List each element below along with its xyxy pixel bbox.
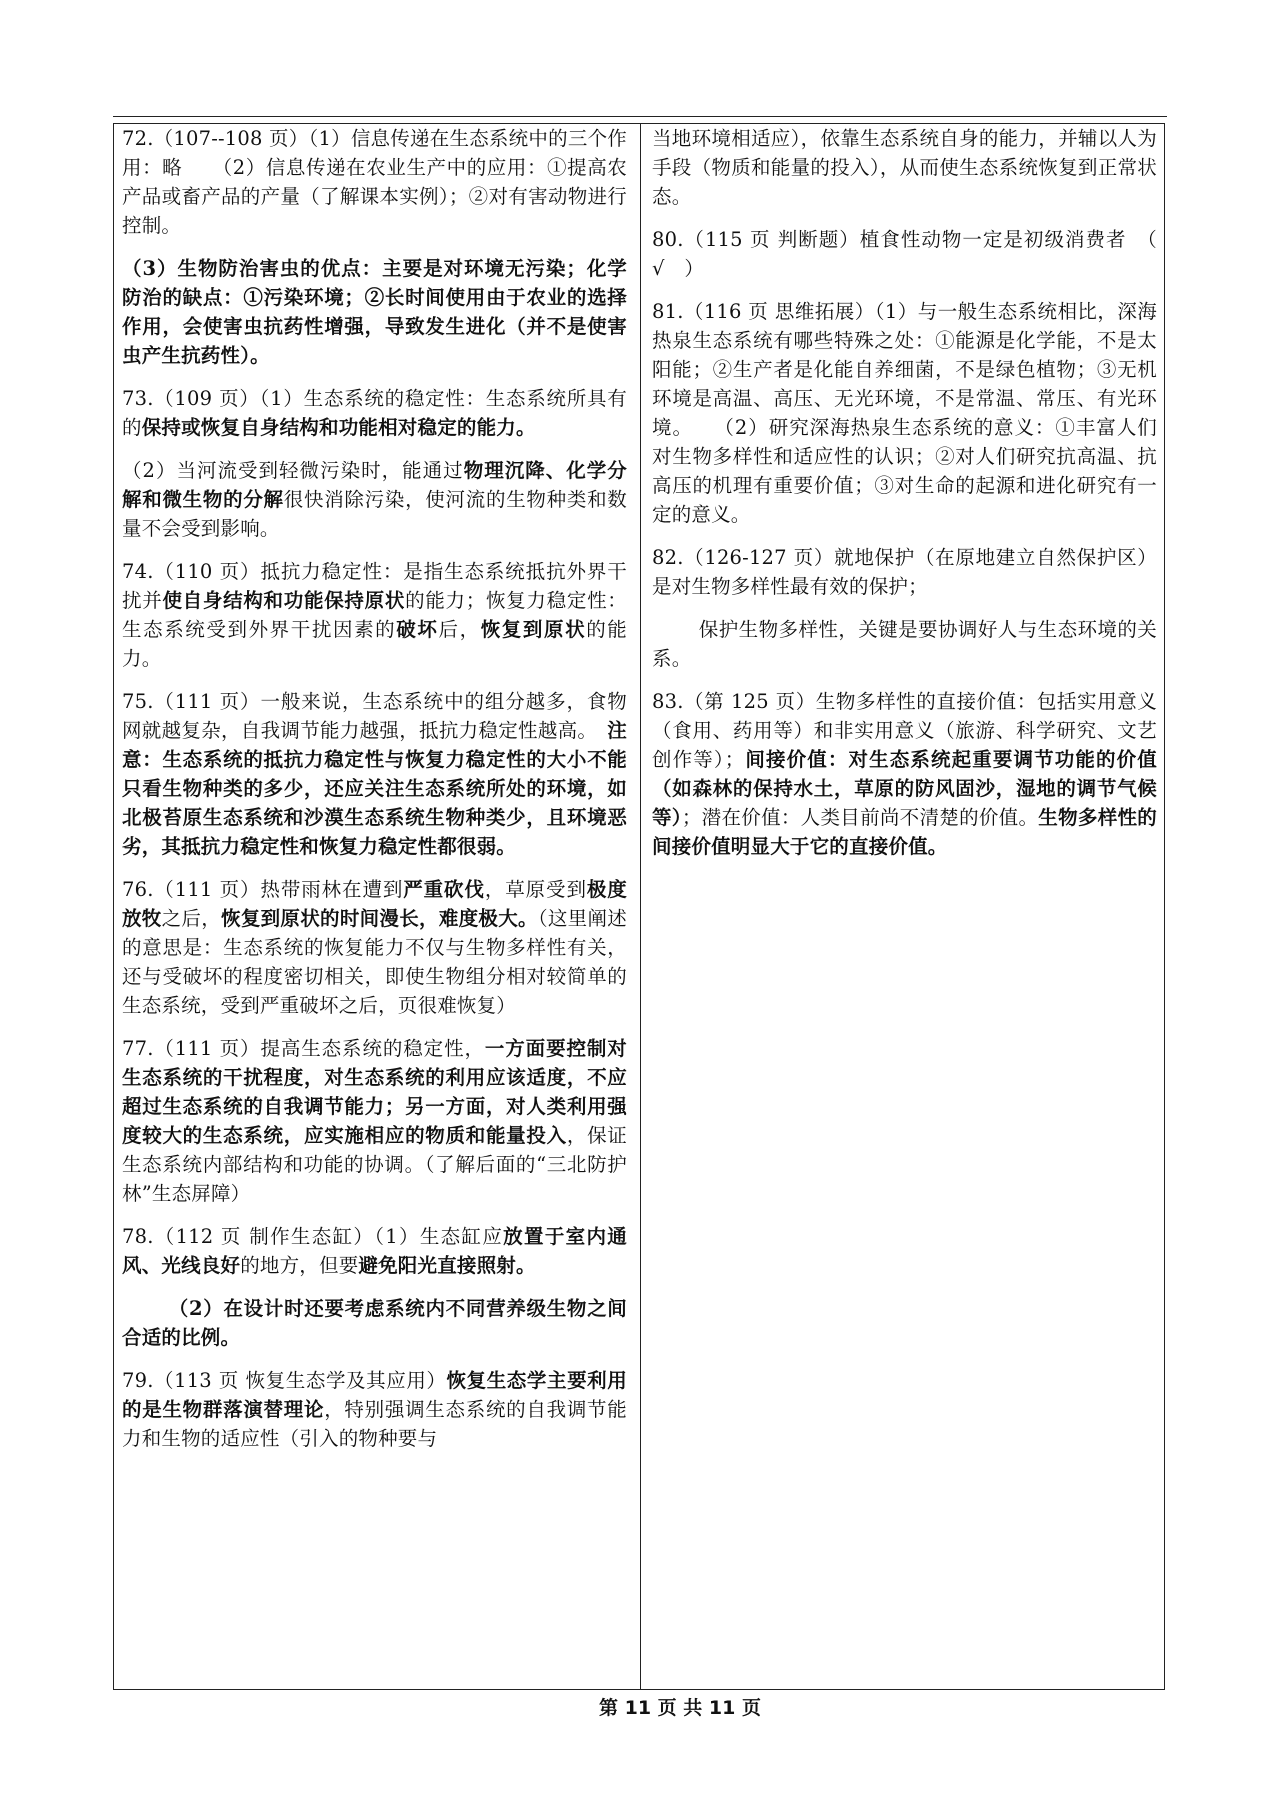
text-run: 的地方，但要 <box>240 1254 359 1277</box>
right-paragraph <box>652 225 1177 283</box>
bold-text: 破坏 <box>396 618 439 641</box>
text-run: ，保证生态系统内部结构和功能的协调。（了解后面的“三北防护林”生态屏障） <box>122 1124 627 1205</box>
page-number: 第 11 页 共 11 页 <box>599 1697 761 1719</box>
header-rule <box>113 116 1167 117</box>
column-divider <box>640 123 641 1690</box>
text-run: 82.（126-127 页）就地保护（在原地建立自然保护区）是对生物多样性最有效的保护； <box>652 546 1157 598</box>
text-run: 78.（112 页 制作生态缸）（1）生态缸应 <box>122 1225 504 1248</box>
bold-text: （2）在设计时还要考虑系统内不同营养级生物之间合适的比例。 <box>122 1297 627 1349</box>
text-run: （这里阐述的意思是：生态系统的恢复能力不仅与生物多样性有关，还与受破坏的程度密切相关，即使生物组分相对较简单的生态系统，受到严重破坏之后，页很难恢复） <box>122 907 627 1017</box>
left-paragraph <box>122 687 627 861</box>
bold-text: 避免阳光直接照射。 <box>358 1254 536 1277</box>
bold-text: 间接价值：对生态系统起重要调节功能的价值（如森林的保持水土，草原的防风固沙，湿地的调节气候等） <box>652 748 1157 829</box>
left-paragraph <box>122 124 627 240</box>
bold-text: （3）生物防治害虫的优点：主要是对环境无污染；化学防治的缺点：①污染环境；②长时间使用由于农业的选择作用，会使害虫抗药性增强，导致发生进化（并不是使害虫产生抗药性）。 <box>122 257 627 367</box>
bold-text: 一方面要控制对生态系统的干扰程度，对生态系统的利用应该适度，不应超过生态系统的自我调节能力；另一方面，对人类利用强度较大的生态系统，应实施相应的物质和能量投入 <box>122 1037 627 1147</box>
right-paragraph <box>652 297 1157 529</box>
right-paragraph <box>652 687 1157 861</box>
right-paragraph <box>652 543 1157 601</box>
left-paragraph <box>122 1366 627 1453</box>
text-run: （2）当河流受到轻微污染时，能通过 <box>122 459 464 482</box>
text-run: ，草原受到 <box>484 878 587 901</box>
text-run: ，特别强调生态系统的自我调节能力和生物的适应性（引入的物种要与 <box>122 1398 627 1450</box>
text-run: 77.（111 页）提高生态系统的稳定性， <box>122 1037 485 1060</box>
text-run: 后， <box>438 618 481 641</box>
bold-text: 恢复到原状 <box>480 618 587 641</box>
left-column <box>122 124 627 1453</box>
right-paragraph <box>652 615 1157 673</box>
bold-text: 放置于室内通风、光线良好 <box>122 1225 628 1277</box>
left-paragraph <box>122 456 627 543</box>
text-run: 的能力；恢复力稳定性：生态系统受到外界干扰因素的 <box>122 589 628 641</box>
bold-text: 生物多样性的间接价值明显大于它的直接价值。 <box>652 806 1158 858</box>
text-run: ；潜在价值：人类目前尚不清楚的价值。 <box>681 806 1039 829</box>
text-run: 81.（116 页 思维拓展）（1）与一般生态系统相比，深海热泉生态系统有哪些特殊之处：①能源是化学能，不是太阳能；②生产者是化能自养细菌，不是绿色植物；③无机环境是高温、高压、无光环境，不是常温、常压、有光环境。 （2）研究深海热泉生态系统的意义：①丰富人们对生物多样性和适应性的认识；②对人们研究抗高温、抗高压的机理有重要价值；③对生命的起源和进化研究有一定的意义。 <box>652 300 1157 526</box>
bold-text: 物理沉降、化学分解和微生物的分解 <box>122 459 627 511</box>
page-footer <box>0 1693 1280 1720</box>
bold-text: 注意：生态系统的抵抗力稳定性与恢复力稳定性的大小不能只看生物种类的多少，还应关注生态系统所处的环境，如北极苔原生态系统和沙漠生态系统生物种类少，且环境恶劣，其抵抗力稳定性和恢复力稳定性都很弱。 <box>122 719 627 858</box>
left-paragraph <box>122 1294 627 1352</box>
bold-text: 恢复到原状的时间漫长，难度极大。 <box>221 907 538 930</box>
bold-text: 恢复生态学主要利用的是生物群落演替理论 <box>122 1369 627 1421</box>
left-paragraph <box>122 384 627 442</box>
text-run: 75.（111 页）一般来说，生态系统中的组分越多，食物网就越复杂，自我调节能力越强，抵抗力稳定性越高。 <box>122 690 627 742</box>
text-run: 当地环境相适应），依靠生态系统自身的能力，并辅以人为手段（物质和能量的投入），从而使生态系统恢复到正常状态。 <box>652 127 1157 208</box>
text-run: 很快消除污染，使河流的生物种类和数量不会受到影响。 <box>122 488 627 540</box>
bold-text: 使自身结构和功能保持原状 <box>162 589 406 612</box>
left-paragraph <box>122 1034 627 1208</box>
text-run: 的能力。 <box>122 618 627 670</box>
text-run: 80.（115 页 判断题）植食性动物一定是初级消费者 （ √ ） <box>652 228 1177 280</box>
bold-text: 极度放牧 <box>122 878 627 930</box>
right-paragraph <box>652 124 1157 211</box>
text-run: 79.（113 页 恢复生态学及其应用） <box>122 1369 447 1392</box>
text-run: 83.（第 125 页）生物多样性的直接价值：包括实用意义（食用、药用等）和非实用意义（旅游、科学研究、文艺创作等）； <box>652 690 1157 771</box>
bold-text: 严重砍伐 <box>403 878 485 901</box>
right-column <box>652 124 1177 861</box>
bold-text: 保持或恢复自身结构和功能相对稳定的能力。 <box>141 416 536 439</box>
text-run: 73.（109 页）（1）生态系统的稳定性：生态系统所具有的 <box>122 387 627 439</box>
left-paragraph <box>122 557 627 673</box>
left-paragraph <box>122 875 627 1020</box>
text-run: 74.（110 页）抵抗力稳定性：是指生态系统抵抗外界干扰并 <box>122 560 627 612</box>
text-run: 76.（111 页）热带雨林在遭到 <box>122 878 404 901</box>
left-paragraph <box>122 254 627 370</box>
left-paragraph <box>122 1222 627 1280</box>
text-run: 之后， <box>161 907 222 930</box>
text-run: 保护生物多样性，关键是要协调好人与生态环境的关系。 <box>652 618 1157 670</box>
text-run: 72.（107--108 页）（1）信息传递在生态系统中的三个作用：略 （2）信息传递在农业生产中的应用：①提高农产品或畜产品的产量（了解课本实例）；②对有害动物进行控制。 <box>122 127 627 237</box>
